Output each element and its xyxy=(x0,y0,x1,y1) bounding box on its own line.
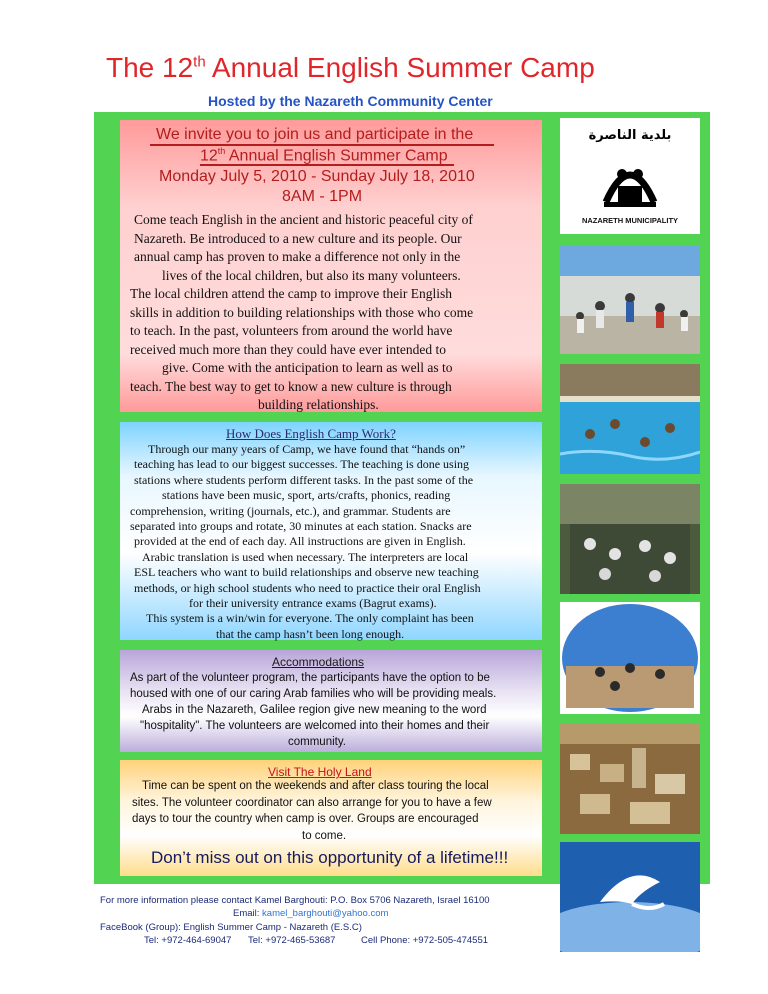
phone-1: Tel: +972-464-69047 xyxy=(144,935,232,946)
title-superscript: th xyxy=(193,53,206,71)
how-line: stations where students perform different tasks. In the past some of the xyxy=(134,472,474,487)
municipality-emblem-icon xyxy=(600,152,660,212)
event-hours: 8AM - 1PM xyxy=(282,188,363,205)
how-camp-works-panel xyxy=(120,422,542,640)
photo-swimming-pool-image xyxy=(560,364,700,474)
email-label: Email: xyxy=(233,908,263,919)
logo-caption: NAZARETH MUNICIPALITY xyxy=(581,216,679,225)
photo-outdoor-activity xyxy=(560,602,700,714)
invite-line-2-text: Annual English Summer Camp xyxy=(225,147,448,165)
logo-arabic-text: بلدية الناصرة xyxy=(588,128,672,143)
invitation-panel xyxy=(120,120,542,412)
email-link[interactable]: kamel_barghouti@yahoo.com xyxy=(262,908,389,919)
invite-line: Come teach English in the ancient and historic peaceful city of xyxy=(134,212,473,227)
holy-land-panel xyxy=(120,760,542,876)
how-line: stations have been music, sport, arts/crafts, phonics, reading xyxy=(162,488,451,503)
invite-line: Nazareth. Be introduced to a new culture and its people. Our xyxy=(134,230,462,246)
how-heading: How Does English Camp Work? xyxy=(226,426,396,441)
how-line: for their university entrance exams (Bagrut exams). xyxy=(189,596,437,610)
accommodations-line: Arabs in the Nazareth, Galilee region give new meaning to the word xyxy=(142,704,487,716)
tagline: Don’t miss out on this opportunity of a lifetime!!! xyxy=(151,848,509,867)
photo-dove xyxy=(560,842,700,952)
invite-line: to teach. In the past, volunteers from around the world have xyxy=(130,323,453,338)
holyland-line: days to tour the country when camp is over. Groups are encouraged xyxy=(132,813,479,825)
contact-line: For more information please contact Kamel Barghouti: P.O. Box 5706 Nazareth, Israel 16100 xyxy=(100,895,490,906)
invite-line: give. Come with the anticipation to learn as well as to xyxy=(162,360,453,375)
holyland-line: sites. The volunteer coordinator can also arrange for you to have a few xyxy=(132,796,492,809)
cell-phone: Cell Phone: +972-505-474551 xyxy=(361,935,489,946)
nazareth-municipality-logo xyxy=(560,118,700,234)
how-line: separated into groups and rotate, 30 minutes at each station. Snacks are xyxy=(130,519,472,533)
how-line: teaching has lead to our biggest successes. The teaching is done using xyxy=(134,457,470,472)
page-title xyxy=(106,52,595,84)
event-dates: Monday July 5, 2010 - Sunday July 18, 2010 xyxy=(159,168,475,185)
holyland-line: Time can be spent on the weekends and after class touring the local xyxy=(142,780,489,792)
page-subtitle: Hosted by the Nazareth Community Center xyxy=(208,93,493,109)
invite-line-2-sup: th xyxy=(217,146,226,156)
photo-classroom-image xyxy=(560,484,700,594)
photo-swimming-pool xyxy=(560,364,700,474)
photo-nazareth-city xyxy=(560,724,700,834)
photo-nazareth-city-image xyxy=(560,724,700,834)
how-line: ESL teachers who want to build relationships and observe new teaching xyxy=(134,565,479,580)
email-line xyxy=(233,908,388,919)
invite-line-1: We invite you to join us and participate in the xyxy=(156,126,474,143)
title-text-rest: Annual English Summer Camp xyxy=(205,52,595,83)
accommodations-panel xyxy=(120,650,542,752)
holyland-line: to come. xyxy=(302,829,347,842)
invite-underline-1 xyxy=(150,132,494,146)
photo-children-playing xyxy=(560,246,700,354)
invite-line: received much more than they could have ever intended to xyxy=(130,341,446,357)
accommodations-heading: Accommodations xyxy=(272,655,365,669)
how-line: provided at the end of each day. All instructions are given in English. xyxy=(134,534,466,549)
how-line: that the camp hasn’t been long enough. xyxy=(216,626,405,641)
invite-line: skills in addition to building relationships with those who come xyxy=(130,304,474,320)
invite-line-2-num: 12 xyxy=(200,147,218,165)
invite-line: lives of the local children, but also its many volunteers. xyxy=(162,267,461,283)
title-text: The 12 xyxy=(106,52,194,83)
invite-line: The local children attend the camp to improve their English xyxy=(130,286,453,301)
how-line: Arabic translation is used when necessary. The interpreters are local xyxy=(142,549,469,564)
photo-children-playing-image xyxy=(560,246,700,354)
phone-2: Tel: +972-465-53687 xyxy=(248,935,336,946)
accommodations-line: As part of the volunteer program, the participants have the option to be xyxy=(130,672,490,684)
invite-underline-2 xyxy=(200,152,454,166)
dove-icon xyxy=(560,842,700,952)
how-line: methods, or high school students who need to practice their oral English xyxy=(134,580,481,595)
accommodations-line: community. xyxy=(288,736,346,748)
invite-line: teach. The best way to get to know a new culture is through xyxy=(130,378,452,394)
photo-classroom xyxy=(560,484,700,594)
how-line: Through our many years of Camp, we have found that “hands on” xyxy=(148,442,466,456)
accommodations-line: housed with one of our caring Arab families who will be providing meals. xyxy=(130,688,497,700)
how-line: comprehension, writing (journals, etc.), and grammar. Students are xyxy=(130,503,451,518)
facebook-line: FaceBook (Group): English Summer Camp - Nazareth (E.S.C) xyxy=(100,922,362,933)
invite-line: building relationships. xyxy=(258,397,379,412)
accommodations-line: "hospitality". The volunteers are welcomed into their homes and their xyxy=(140,720,490,732)
holy-land-heading: Visit The Holy Land xyxy=(268,765,372,779)
how-line: This system is a win/win for everyone. The only complaint has been xyxy=(146,611,474,626)
invite-line: annual camp has proven to make a difference not only in the xyxy=(134,249,461,264)
photo-outdoor-activity-image xyxy=(560,602,700,714)
